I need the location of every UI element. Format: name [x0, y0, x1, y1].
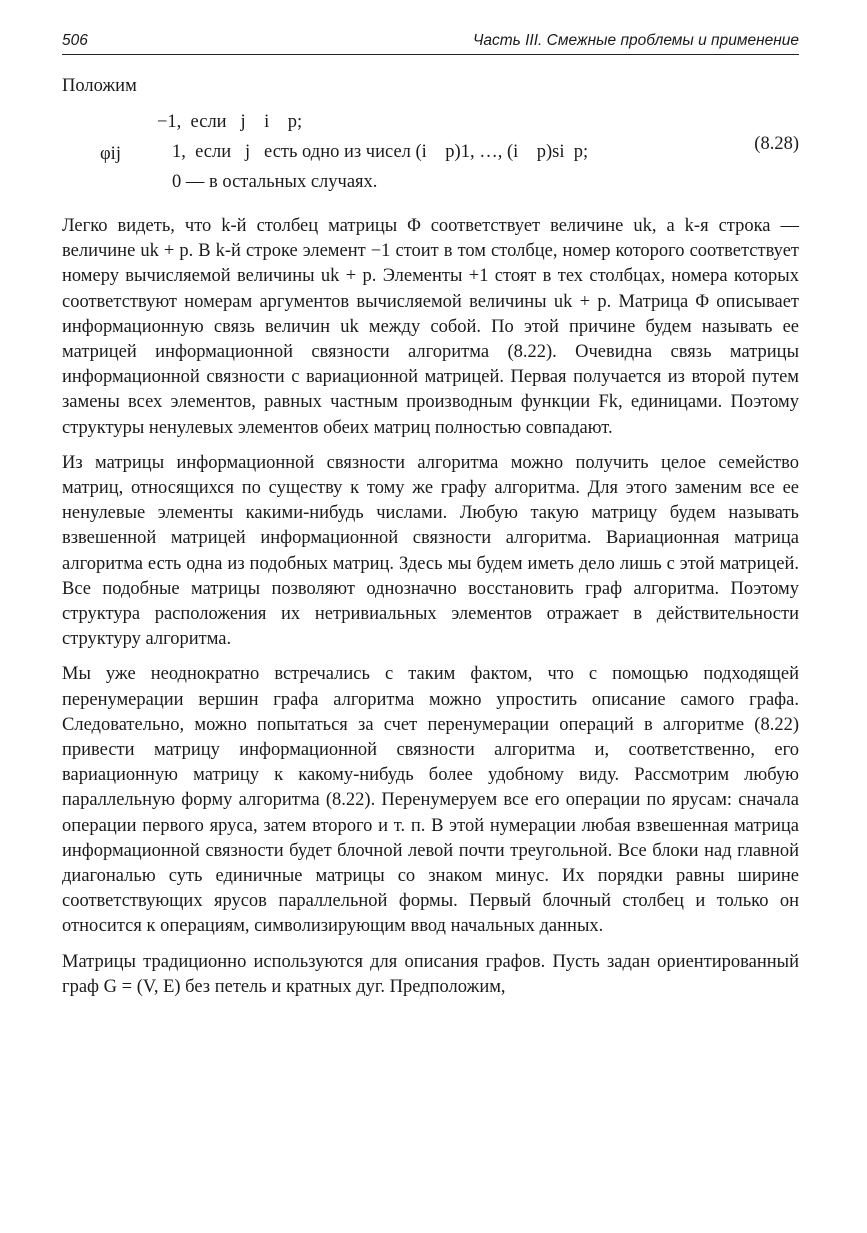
formula-case-3: 0 — в остальных случаях. — [172, 172, 378, 192]
body-text — [62, 214, 799, 1010]
page-number: 506 — [62, 32, 88, 49]
paragraph: Мы уже неоднократно встречались с таким фактом, что с помощью подходящей перенумерации вершин графа алгоритма можно упростить описание самого графа. Следовательно, можно попытаться за счет перенумерации операций в алгоритме (8.22) привести матрицу информационной связности алгоритма и, соответственно, его вариационную матрицу к какому-нибудь более удобному виду. Рассмотрим любую параллельную форму алгоритма (8.22). Перенумеруем все его операции по ярусам: сначала операции первого яруса, затем второго и т. п. В этой нумерации любая взвешенная матрица информационной связности будет блочной левой почти треугольной. Все блоки над главной диагональю суть единичные матрицы со знаком минус. Их порядки равны ширине соответствующих ярусов параллельной формы. Первый блочный столбец и только он относится к операциям, символизирующим ввод начальных данных. — [62, 664, 799, 937]
equation-8-28 — [62, 108, 799, 200]
formula-lhs: φij — [100, 144, 121, 164]
formula-case-2: 1, если j есть одно из чисел (i p)1, …, (i p)si p; — [172, 142, 589, 162]
paragraph: Легко видеть, что k-й столбец матрицы Φ соответствует величине uk, а k-я строка — величине uk + p. В k-й строке элемент −1 стоит в том столбце, номер которого соответствует номеру вычисляемой величины uk + p. Элементы +1 стоят в тех столбцах, номера которых соответствуют номерам аргументов вычисляемой величины uk + p. Матрица Φ описывает информационную связь величин uk между собой. По этой причине будем называть ее матрицей информационной связности алгоритма (8.22). Очевидна связь матрицы информационной связности с вариационной матрицей. Первая получается из второй путем замены всех элементов, равных частным производным функции Fk, единицами. Поэтому структуры ненулевых элементов обеих матриц полностью совпадают. — [62, 216, 799, 438]
formula-case-1: −1, если j i p; — [157, 112, 303, 132]
page-header — [62, 30, 799, 55]
equation-number: (8.28) — [754, 134, 799, 154]
paragraph: Матрицы традиционно используются для описания графов. Пусть задан ориентированный граф G = (V, E) без петель и кратных дуг. Предположим, — [62, 951, 799, 997]
running-head: Часть III. Смежные проблемы и применение — [472, 32, 799, 49]
intro-text: Положим — [62, 76, 137, 96]
paragraph: Из матрицы информационной связности алгоритма можно получить целое семейство матриц, относящихся по существу к тому же графу алгоритма. Для этого заменим все ее ненулевые элементы какими-нибудь числами. Любую такую матрицу будем называть взвешенной матрицей информационной связности алгоритма. Вариационная матрица алгоритма есть одна из подобных матриц. Здесь мы будем иметь дело лишь с этой матрицей. Все подобные матрицы позволяют однозначно восстановить граф алгоритма. Поэтому структура расположения их нетривиальных элементов отражает в действительности структуру алгоритма. — [62, 452, 799, 650]
